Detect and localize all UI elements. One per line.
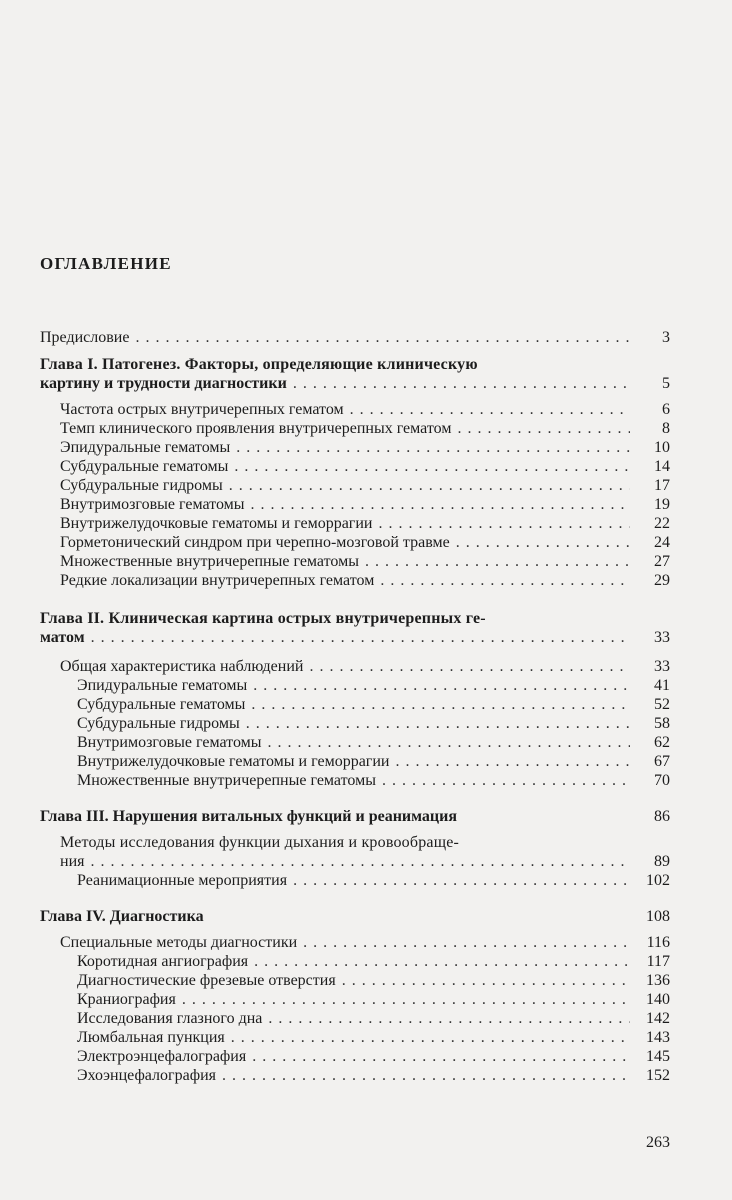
toc-entry-page: 89 bbox=[654, 853, 670, 870]
toc-entry-text: Множественные внутричерепные гематомы bbox=[60, 553, 359, 570]
chapter-heading[interactable]: Глава II. Клиническая картина острых внутричерепных ге- bbox=[40, 610, 486, 627]
leader-dots bbox=[303, 933, 630, 952]
toc-entry[interactable] bbox=[40, 628, 670, 647]
leader-dots bbox=[293, 374, 630, 393]
toc-entry-text: Субдуральные гидромы bbox=[60, 477, 223, 494]
toc-entry-page: 108 bbox=[646, 908, 670, 925]
toc-entry[interactable] bbox=[40, 907, 670, 926]
leader-dots bbox=[342, 971, 630, 990]
toc-entry-text: Темп клинического проявления внутричерепных гематом bbox=[60, 420, 452, 437]
toc-entry-page: 19 bbox=[654, 496, 670, 513]
toc-entry-page: 70 bbox=[654, 772, 670, 789]
leader-dots bbox=[90, 852, 630, 871]
toc-entry-page: 17 bbox=[654, 477, 670, 494]
leader-dots bbox=[236, 438, 630, 457]
toc-entry[interactable] bbox=[77, 752, 670, 771]
leader-dots bbox=[91, 628, 630, 647]
toc-entry-page: 29 bbox=[654, 572, 670, 589]
leader-dots bbox=[457, 419, 630, 438]
leader-dots bbox=[456, 533, 630, 552]
toc-entry[interactable] bbox=[40, 328, 670, 347]
toc-entry-text: Специальные методы диагностики bbox=[60, 934, 298, 951]
toc-entry[interactable] bbox=[77, 952, 670, 971]
toc-entry-text: Множественные внутричерепные гематомы bbox=[77, 772, 376, 789]
toc-title: ОГЛАВЛЕНИЕ bbox=[40, 254, 172, 273]
toc-entry[interactable] bbox=[60, 514, 670, 533]
toc-entry[interactable] bbox=[77, 1028, 670, 1047]
toc-entry-page: 41 bbox=[654, 677, 670, 694]
toc-entry[interactable] bbox=[60, 476, 670, 495]
toc-entry-page: 117 bbox=[646, 953, 670, 970]
leader-dots bbox=[293, 871, 630, 890]
leader-dots bbox=[231, 1028, 630, 1047]
toc-entry-text: Частота острых внутричерепных гематом bbox=[60, 401, 344, 418]
toc-entry-text: Внутримозговые гематомы bbox=[77, 734, 262, 751]
leader-dots bbox=[182, 990, 630, 1009]
toc-entry[interactable] bbox=[77, 1047, 670, 1066]
leader-dots bbox=[268, 1009, 630, 1028]
toc-entry-text: матом bbox=[40, 629, 85, 646]
toc-entry[interactable] bbox=[77, 1009, 670, 1028]
leader-dots bbox=[254, 952, 630, 971]
toc-entry-text: Предисловие bbox=[40, 329, 130, 346]
toc-entry[interactable] bbox=[77, 971, 670, 990]
toc-entry[interactable] bbox=[77, 695, 670, 714]
toc-entry-page: 62 bbox=[654, 734, 670, 751]
toc-entry-page: 24 bbox=[654, 534, 670, 551]
toc-entry-page: 102 bbox=[646, 872, 670, 889]
toc-entry[interactable] bbox=[60, 852, 670, 871]
toc-entry-page: 142 bbox=[646, 1010, 670, 1027]
leader-dots bbox=[253, 676, 630, 695]
toc-entry-text: Реанимационные мероприятия bbox=[77, 872, 288, 889]
toc-entry-text: Люмбальная пункция bbox=[77, 1029, 225, 1046]
toc-entry[interactable] bbox=[40, 807, 670, 826]
toc-entry[interactable] bbox=[77, 771, 670, 790]
toc-entry[interactable] bbox=[60, 419, 670, 438]
toc-entry-text: Субдуральные гематомы bbox=[77, 696, 246, 713]
toc-entry-text: Горметонический синдром при черепно-мозговой травме bbox=[60, 534, 450, 551]
toc-entry-page: 10 bbox=[654, 439, 670, 456]
leader-dots bbox=[135, 328, 630, 347]
toc-entry-text: Внутримозговые гематомы bbox=[60, 496, 245, 513]
toc-entry[interactable] bbox=[60, 571, 670, 590]
toc-entry-text: Коротидная ангиография bbox=[77, 953, 249, 970]
toc-entry[interactable] bbox=[77, 871, 670, 890]
toc-entry[interactable] bbox=[60, 400, 670, 419]
toc-entry[interactable] bbox=[77, 676, 670, 695]
leader-dots bbox=[252, 1047, 630, 1066]
toc-entry-text: Внутрижелудочковые гематомы и геморрагии bbox=[60, 515, 373, 532]
toc-entry-page: 152 bbox=[646, 1067, 670, 1084]
toc-entry[interactable] bbox=[60, 438, 670, 457]
toc-entry[interactable] bbox=[77, 990, 670, 1009]
toc-entry-page: 3 bbox=[662, 329, 670, 346]
toc-entry-page: 5 bbox=[662, 375, 670, 392]
toc-entry-text: Электроэнцефалография bbox=[77, 1048, 247, 1065]
toc-entry-page: 143 bbox=[646, 1029, 670, 1046]
toc-entry-text: Внутрижелудочковые гематомы и геморрагии bbox=[77, 753, 390, 770]
toc-entry[interactable] bbox=[60, 657, 670, 676]
toc-entry[interactable] bbox=[77, 714, 670, 733]
toc-entry-page: 27 bbox=[654, 553, 670, 570]
leader-dots bbox=[268, 733, 630, 752]
toc-entry-text: Глава III. Нарушения витальных функций и реанимация bbox=[40, 808, 458, 825]
toc-entry-text: картину и трудности диагностики bbox=[40, 375, 287, 392]
toc-entry-page: 6 bbox=[662, 401, 670, 418]
toc-entry-page: 8 bbox=[662, 420, 670, 437]
leader-dots bbox=[350, 400, 630, 419]
toc-entry-page: 145 bbox=[646, 1048, 670, 1065]
chapter-heading[interactable]: Глава I. Патогенез. Факторы, определяющие клиническую bbox=[40, 356, 478, 373]
toc-entry[interactable] bbox=[60, 457, 670, 476]
toc-entry-page: 136 bbox=[646, 972, 670, 989]
toc-entry-page: 67 bbox=[654, 753, 670, 770]
toc-entry-page: 14 bbox=[654, 458, 670, 475]
toc-entry-text: Краниография bbox=[77, 991, 176, 1008]
toc-entry-page: 116 bbox=[646, 934, 670, 951]
toc-entry-continued[interactable]: Методы исследования функции дыхания и кровообраще- bbox=[60, 834, 460, 851]
page-number: 263 bbox=[646, 1134, 670, 1151]
leader-dots bbox=[222, 1066, 630, 1085]
leader-dots bbox=[380, 571, 630, 590]
toc-entry-text: Эпидуральные гематомы bbox=[60, 439, 231, 456]
leader-dots bbox=[395, 752, 630, 771]
toc-entry[interactable] bbox=[77, 1066, 670, 1085]
leader-dots bbox=[378, 514, 630, 533]
toc-entry-text: Субдуральные гематомы bbox=[60, 458, 229, 475]
leader-dots bbox=[234, 457, 630, 476]
toc-entry-text: Субдуральные гидромы bbox=[77, 715, 240, 732]
toc-entry-text: Редкие локализации внутричерепных гематом bbox=[60, 572, 375, 589]
leader-dots bbox=[251, 695, 630, 714]
leader-dots bbox=[251, 495, 630, 514]
toc-entry-page: 33 bbox=[654, 658, 670, 675]
toc-entry[interactable] bbox=[40, 374, 670, 393]
toc-entry-page: 33 bbox=[654, 629, 670, 646]
leader-dots bbox=[309, 657, 630, 676]
toc-entry-text: Исследования глазного дна bbox=[77, 1010, 263, 1027]
toc-entry-page: 22 bbox=[654, 515, 670, 532]
toc-entry[interactable] bbox=[60, 933, 670, 952]
toc-entry-text: Глава IV. Диагностика bbox=[40, 908, 204, 925]
toc-entry[interactable] bbox=[60, 495, 670, 514]
leader-dots bbox=[382, 771, 630, 790]
toc-entry[interactable] bbox=[77, 733, 670, 752]
toc-entry-page: 86 bbox=[654, 808, 670, 825]
leader-dots bbox=[246, 714, 630, 733]
toc-entry[interactable] bbox=[60, 533, 670, 552]
leader-dots bbox=[365, 552, 630, 571]
toc-entry[interactable] bbox=[60, 552, 670, 571]
toc-entry-text: Эхоэнцефалография bbox=[77, 1067, 216, 1084]
toc-entry-page: 140 bbox=[646, 991, 670, 1008]
toc-entry-text: Эпидуральные гематомы bbox=[77, 677, 248, 694]
toc-entry-text: Общая характеристика наблюдений bbox=[60, 658, 304, 675]
toc-entry-page: 58 bbox=[654, 715, 670, 732]
toc-entry-text: Диагностические фрезевые отверстия bbox=[77, 972, 336, 989]
toc-entry-text: ния bbox=[60, 853, 85, 870]
leader-dots bbox=[229, 476, 630, 495]
toc-entry-page: 52 bbox=[654, 696, 670, 713]
